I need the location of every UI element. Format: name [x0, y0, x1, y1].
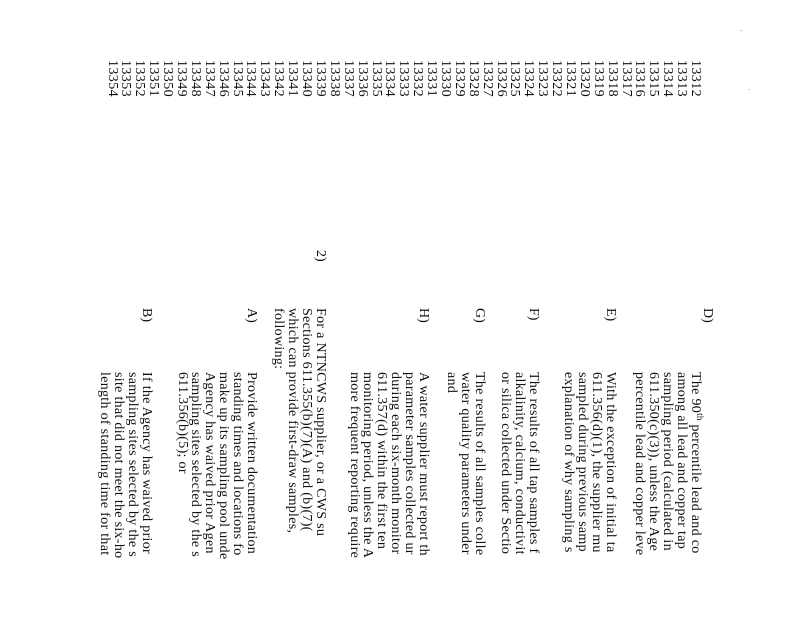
item-2b-label: B)	[139, 308, 154, 322]
line-number: 13312	[688, 60, 703, 97]
line-number: 13314	[660, 60, 676, 97]
line-number: 13343	[257, 60, 273, 97]
item-2a-line: standing times and locations fo	[230, 372, 246, 556]
line-number: 13341	[285, 60, 301, 97]
line-number: 13315	[646, 60, 662, 97]
item-2b-line: sampling sites selected by the s	[125, 372, 141, 557]
line-number: 13316	[632, 60, 648, 97]
line-number: 13344	[243, 60, 259, 97]
item-2-line: following:	[271, 308, 287, 370]
line-number: 13349	[174, 60, 190, 97]
item-f-label: F)	[526, 308, 541, 321]
item-e-label: E)	[603, 308, 618, 322]
item-g-label: G)	[472, 308, 487, 323]
item-f-text	[498, 372, 540, 555]
item-d-text	[632, 372, 705, 556]
line-number: 13329	[451, 60, 467, 97]
line-number: 13317	[618, 60, 634, 97]
item-h-line: 611.357(d) within the first ten	[374, 372, 390, 550]
line-number: 13342	[271, 60, 287, 97]
item-h-line: monitoring period, unless the A	[360, 372, 376, 559]
item-d-line: sampling period (calculated in	[660, 372, 676, 551]
line-number: 13319	[590, 60, 606, 97]
item-2a-line: make up its sampling pool unde	[216, 372, 232, 560]
line-number: 13346	[215, 60, 231, 97]
item-f-line: or silica collected under Sectio	[498, 372, 514, 555]
item-d-line: The 90th percentile lead and co	[688, 372, 705, 554]
line-number: 13337	[340, 60, 356, 97]
line-number: 13333	[396, 60, 412, 97]
item-e-line: explanation of why sampling s	[561, 372, 577, 553]
item-2a-line: Provide written documentation	[244, 372, 259, 555]
line-number: 13326	[493, 60, 509, 97]
line-number: 13338	[326, 60, 342, 97]
line-number: 13353	[118, 60, 134, 97]
line-number: 13323	[535, 60, 551, 97]
item-e-line: sampled during previous samp	[575, 372, 591, 552]
line-number: 13354	[104, 60, 120, 97]
line-number: 13320	[576, 60, 592, 97]
line-number: 13340	[299, 60, 315, 97]
item-h-line: more frequent reporting require	[346, 372, 362, 559]
item-2b-line: If the Agency has waived prior	[139, 372, 154, 554]
item-2a-label: A)	[244, 308, 259, 323]
line-number: 13328	[465, 60, 481, 97]
item-h-label: H)	[416, 308, 431, 323]
line-number: 13322	[549, 60, 565, 97]
item-2-label: 2)	[313, 250, 328, 262]
item-2-line: For a NTNCWS supplier, or a CWS su	[313, 308, 328, 537]
item-h-line: during each six-month monitor	[388, 372, 404, 555]
item-d-line: percentile lead and copper leve	[632, 372, 648, 556]
line-number: 13347	[201, 60, 217, 97]
line-number: 13331	[424, 60, 440, 97]
line-number: 13352	[132, 60, 148, 97]
line-number: 13327	[479, 60, 495, 97]
item-h-line: A water supplier must report th	[416, 372, 431, 556]
line-number: 13348	[187, 60, 203, 97]
line-number: 13335	[368, 60, 384, 97]
item-2-line: which can provide first-draw samples,	[285, 308, 301, 534]
line-number: 13334	[382, 60, 398, 97]
item-2b-text	[97, 372, 153, 558]
item-f-line: alkalinity, calcium, conductivit	[512, 372, 528, 555]
item-2a-text	[175, 372, 258, 559]
item-2-line: Sections 611.355(b)(7)(A) and (b)(7)(	[299, 308, 315, 532]
item-2-text	[271, 308, 327, 536]
line-number: 13318	[604, 60, 620, 97]
item-d-label: D)	[700, 308, 715, 323]
item-d-line: 611.350(c)(3)), unless the Age	[646, 372, 662, 552]
item-h-line: parameter samples collected ur	[402, 372, 418, 555]
line-number: 13336	[354, 60, 370, 97]
item-g-line: water quality parameters under	[458, 372, 474, 555]
item-e-line: 611.356(d)(1), the supplier mu	[589, 372, 605, 553]
item-g-line: and	[444, 372, 460, 394]
item-2a-line: sampling sites selected by the s	[188, 372, 204, 557]
line-number: 13330	[437, 60, 453, 97]
line-number-column	[105, 60, 702, 108]
line-number: 13339	[312, 60, 328, 97]
line-number: 13313	[674, 60, 690, 97]
line-number: 13324	[521, 60, 537, 97]
item-g-line: The results of all samples colle	[472, 372, 487, 556]
item-e-text	[561, 372, 617, 553]
line-number: 13332	[410, 60, 426, 97]
item-h-text	[347, 372, 430, 558]
scan-speck: ·	[744, 88, 754, 91]
line-number: 13325	[507, 60, 523, 97]
item-2b-line: site that did not meet the six-ho	[111, 372, 127, 559]
scan-speck: '	[734, 30, 744, 32]
line-number: 13345	[229, 60, 245, 97]
line-number: 13350	[160, 60, 176, 97]
item-2b-line: length of standing time for that	[97, 372, 113, 556]
item-e-line: With the exception of initial ta	[603, 372, 618, 553]
item-g-text	[444, 372, 486, 555]
item-2a-line: 611.356(b)(5); or	[174, 372, 190, 474]
line-number: 13321	[562, 60, 578, 97]
item-d-line: among all lead and copper tap	[674, 372, 690, 550]
item-2a-line: Agency has waived prior Agen	[202, 372, 218, 554]
item-f-line: The results of all tap samples f	[526, 372, 541, 554]
line-number: 13351	[146, 60, 162, 97]
